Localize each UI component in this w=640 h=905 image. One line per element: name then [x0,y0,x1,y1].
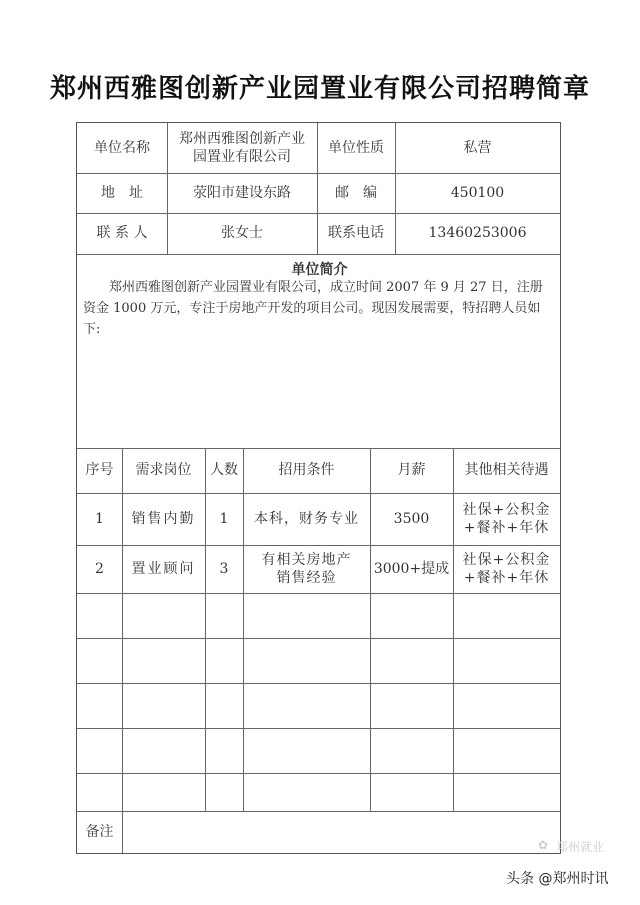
row1-position: 销售内勤 [131,510,196,527]
header-benefits: 其他相关待遇 [464,462,549,479]
postcode-value: 450100 [450,184,505,201]
row-divider [77,811,560,812]
row2-no: 2 [95,560,104,577]
row-divider [77,728,560,729]
remark-label: 备注 [85,823,114,840]
row1-count: 1 [219,510,229,527]
unit-name-label: 单位名称 [94,139,150,156]
postcode-label: 邮 编 [335,184,377,201]
header-count: 人数 [210,462,238,479]
row1-no: 1 [95,510,104,527]
unit-name-value: 郑州西雅图创新产业园置业有限公司 [179,130,305,165]
row-divider [77,254,560,255]
row-divider [77,683,560,684]
contact-value: 张女士 [221,225,263,242]
row2-count: 3 [219,560,229,577]
recruitment-form [76,122,561,854]
row1-benefits: 社保+公积金+餐补+年休 [462,501,551,536]
row2-salary: 3000+提成 [373,560,450,577]
header-requirements: 招用条件 [278,462,335,479]
watermark-text: 头条 @郑州时讯 [506,871,609,887]
header-no: 序号 [85,462,114,479]
phone-value: 13460253006 [428,225,527,242]
intro-title: 单位简介 [291,262,348,278]
watermark-faint: 郑州就业 [556,840,605,854]
intro-body: 郑州西雅图创新产业园置业有限公司，成立时间 2007 年 9 月 27 日，注册资金 1000 万元，专注于房地产开发的项目公司。现因发展需要，特招聘人员如下: [83,280,543,337]
col-divider [122,811,123,853]
row1-salary: 3500 [393,510,430,527]
header-position: 需求岗位 [135,462,192,479]
header-salary: 月薪 [397,462,426,479]
unit-type-value: 私营 [463,139,492,156]
unit-type-label: 单位性质 [328,139,384,156]
wechat-icon: ✿ [538,838,549,852]
row-divider [77,773,560,774]
page-title: 郑州西雅图创新产业园置业有限公司招聘简章 [49,74,590,104]
row2-position: 置业顾问 [131,560,196,577]
address-value: 荥阳市建设东路 [193,184,291,201]
contact-label: 联 系 人 [96,225,148,242]
phone-label: 联系电话 [328,225,384,242]
row-divider [77,593,560,594]
row2-benefits: 社保+公积金+餐补+年休 [462,551,551,586]
row2-requirements: 有相关房地产销售经验 [261,551,352,586]
row-divider [77,638,560,639]
row1-requirements: 本科，财务专业 [254,510,359,527]
address-label: 地 址 [101,184,143,201]
